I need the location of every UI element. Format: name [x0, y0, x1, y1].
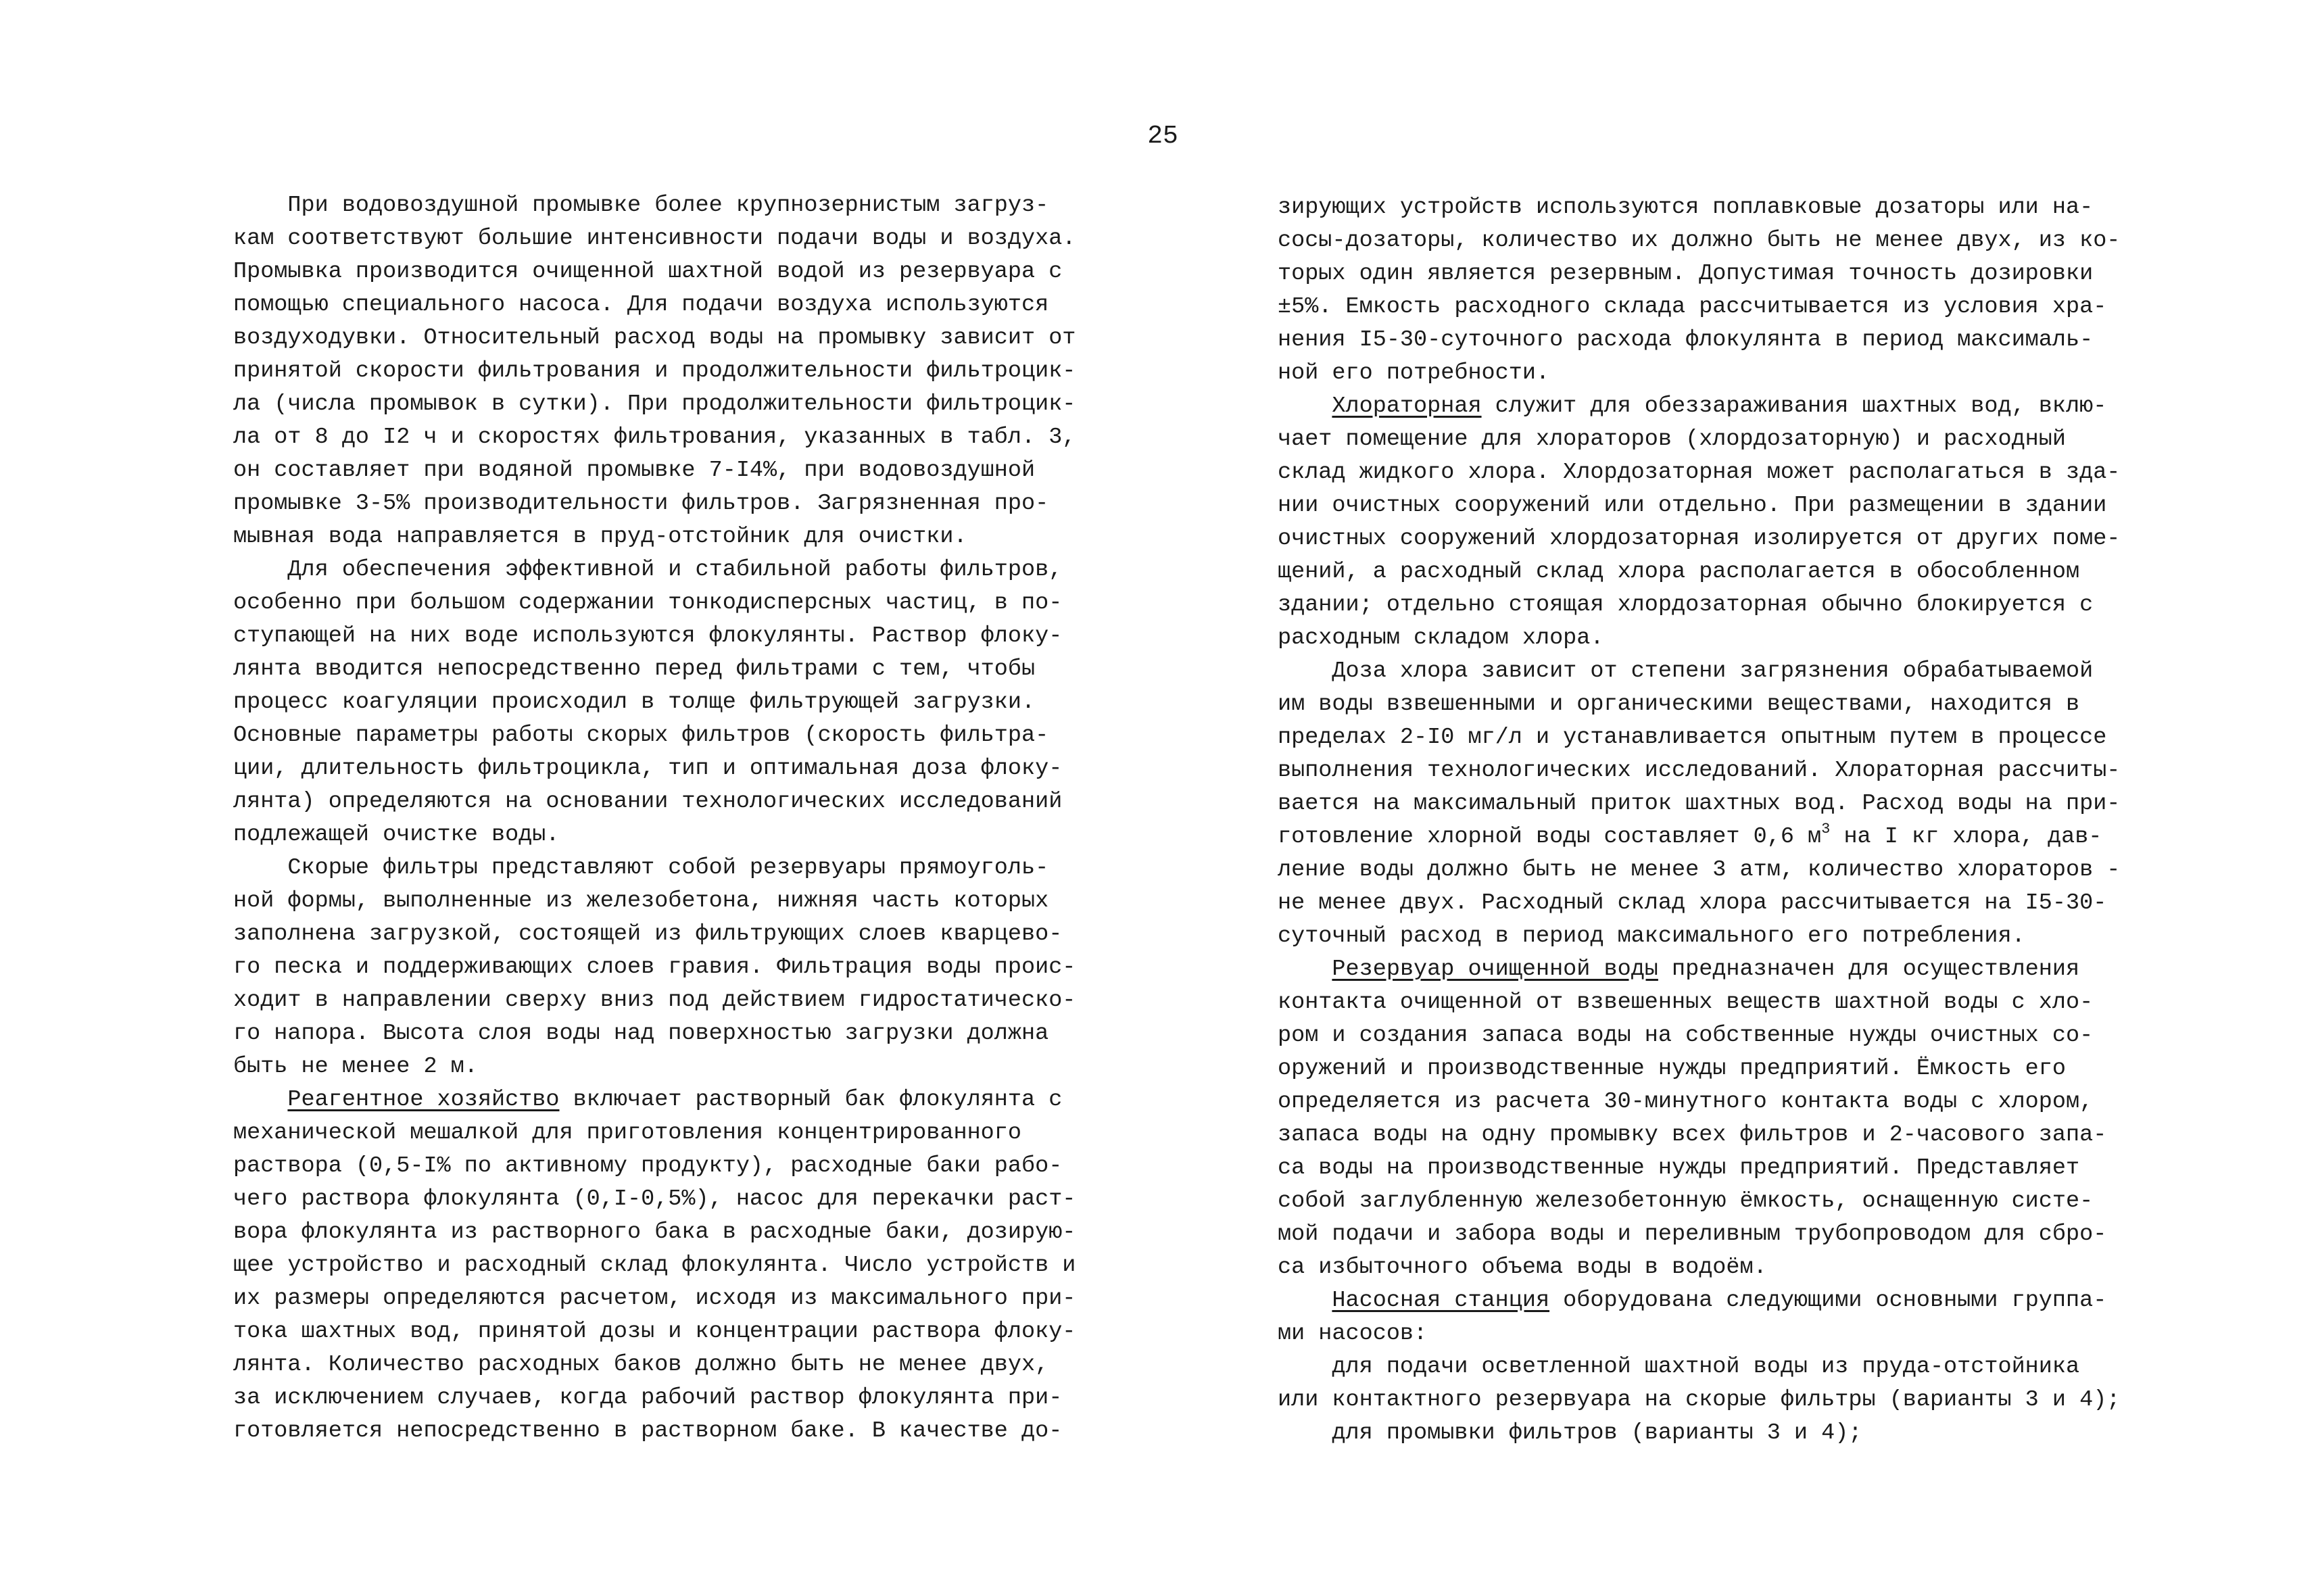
text-line: ми насосов: [1278, 1321, 1428, 1347]
text-line [1278, 821, 2156, 854]
text-line: лянта. Количество расходных баков должно быть не менее двух, [233, 1352, 1049, 1378]
text-line: ступающей на них воде используются флокулянты. Раствор флоку- [233, 623, 1063, 649]
text-line: Промывка производится очищенной шахтной водой из резервуара с [233, 259, 1063, 285]
text-line: контакта очищенной от взвешенных веществ шахтной воды с хло- [1278, 990, 2094, 1015]
text-line: особенно при большом содержании тонкодисперсных частиц, в по- [233, 590, 1063, 616]
text-line: механической мешалкой для приготовления концентрированного [233, 1120, 1021, 1146]
text-line: торых один является резервным. Допустимая точность дозировки [1278, 261, 2094, 287]
text-line: лянта) определяются на основании технологических исследований [233, 789, 1063, 815]
text-line: вора флокулянта из растворного бака в расходные баки, дозирую- [233, 1219, 1076, 1245]
text-line: склад жидкого хлора. Хлордозаторная может располагаться в зда- [1278, 460, 2121, 485]
text-line: за исключением случаев, когда рабочий раствор флокулянта при- [233, 1385, 1063, 1411]
text-line: са избыточного объема воды в водоём. [1278, 1255, 1767, 1280]
text-line: ной его потребности. [1278, 360, 1550, 386]
text-line: мой подачи и забора воды и переливным трубопроводом для сбро- [1278, 1222, 2107, 1247]
text-line: процесс коагуляции происходил в толще фильтрующей загрузки. [233, 690, 1036, 715]
text-line: нения I5-30-суточного расхода флокулянта в период максималь- [1278, 327, 2094, 353]
text-line: ла от 8 до I2 ч и скоростях фильтрования, указанных в табл. 3, [233, 425, 1076, 450]
text-line: го напора. Высота слоя воды над поверхностью загрузки должна [233, 1021, 1049, 1046]
text-line: кам соответствуют большие интенсивности подачи воды и воздуха. [233, 226, 1076, 251]
left-column [233, 189, 1095, 1448]
text-line: щений, а расходный склад хлора располагается в обособленном [1278, 559, 2080, 585]
text-line: пределах 2-I0 мг/л и устанавливается опытным путем в процессе [1278, 725, 2107, 750]
text-fragment: предназначен для осуществления [1658, 957, 2080, 982]
text-line: готовляется непосредственно в растворном баке. В качестве до- [233, 1418, 1063, 1444]
text-line: суточный расход в период максимального его потребления. [1278, 923, 2025, 949]
text-line: оружений и производственные нужды предприятий. Ёмкость его [1278, 1056, 2066, 1082]
text-line: он составляет при водяной промывке 7-I4%, при водовоздушной [233, 458, 1036, 483]
reagent-term-heading: Реагентное хозяйство [287, 1087, 560, 1113]
text-line: подлежащей очистке воды. [233, 822, 560, 848]
superscript: 3 [1821, 821, 1831, 838]
text-line: ной формы, выполненные из железобетона, нижняя часть которых [233, 888, 1049, 914]
text-line: Скорые фильтры представляют собой резервуары прямоуголь- [233, 855, 1049, 881]
text-line: здании; отдельно стоящая хлордозаторная обычно блокируется с [1278, 592, 2094, 618]
text-line: вается на максимальный приток шахтных вод. Расход воды на при- [1278, 791, 2121, 817]
text-fragment: служит для обеззараживания шахтных вод, вклю- [1481, 393, 2107, 419]
text-line: ром и создания запаса воды на собственные нужды очистных со- [1278, 1023, 2094, 1048]
text-line: раствора (0,5-I% по активному продукту), расходные баки рабо- [233, 1153, 1063, 1179]
text-line: ходит в направлении сверху вниз под действием гидростатическо- [233, 988, 1076, 1013]
text-fragment: оборудована следующими основными группа- [1549, 1288, 2107, 1313]
text-line: зирующих устройств используются поплавковые дозаторы или на- [1278, 195, 2094, 220]
chlorinator-term-heading: Хлораторная [1332, 393, 1482, 419]
text-line: Основные параметры работы скорых фильтров (скорость фильтра- [233, 723, 1049, 748]
text-line: промывке 3-5% производительности фильтров. Загрязненная про- [233, 491, 1049, 516]
text-line: их размеры определяются расчетом, исходя из максимального при- [233, 1286, 1076, 1311]
text-line: принятой скорости фильтрования и продолжительности фильтроцик- [233, 358, 1076, 384]
text-line: ±5%. Емкость расходного склада рассчитывается из условия хра- [1278, 294, 2107, 320]
text-line: им воды взвешенными и органическими веществами, находится в [1278, 692, 2080, 717]
text-line: са воды на производственные нужды предприятий. Представляет [1278, 1155, 2080, 1181]
text-line: заполнена загрузкой, состоящей из фильтрующих слоев кварцево- [233, 921, 1063, 947]
text-line: чего раствора флокулянта (0,I-0,5%), насос для перекачки раст- [233, 1186, 1076, 1212]
text-line: чает помещение для хлораторов (хлордозаторную) и расходный [1278, 427, 2066, 452]
text-line [233, 1084, 1095, 1117]
page-number: 25 [1147, 122, 1178, 151]
text-line: мывная вода направляется в пруд-отстойник для очистки. [233, 524, 967, 550]
text-line [1278, 390, 2156, 423]
text-line: для промывки фильтров (варианты 3 и 4); [1278, 1420, 1862, 1446]
text-line: для подачи осветленной шахтной воды из пруда-отстойника [1278, 1354, 2080, 1380]
text-line: воздуходувки. Относительный расход воды на промывку зависит от [233, 325, 1076, 351]
text-line: или контактного резервуара на скорые фильтры (варианты 3 и 4); [1278, 1387, 2121, 1413]
right-column [1278, 191, 2156, 1450]
text-fragment: готовление хлорной воды составляет 0,6 м [1278, 824, 1822, 850]
reservoir-term-heading: Резервуар очищенной воды [1332, 957, 1658, 982]
text-line: определяется из расчета 30-минутного контакта воды с хлором, [1278, 1089, 2094, 1115]
text-line: помощью специального насоса. Для подачи воздуха используются [233, 292, 1049, 318]
text-line: запаса воды на одну промывку всех фильтров и 2-часового запа- [1278, 1122, 2107, 1148]
text-line: сосы-дозаторы, количество их должно быть не менее двух, из ко- [1278, 228, 2121, 253]
text-line: лянта вводится непосредственно перед фильтрами с тем, чтобы [233, 656, 1036, 682]
text-line: го песка и поддерживающих слоев гравия. Фильтрация воды проис- [233, 954, 1076, 980]
text-line: ции, длительность фильтроцикла, тип и оптимальная доза флоку- [233, 756, 1063, 781]
text-line: расходным складом хлора. [1278, 625, 1604, 651]
text-line: При водовоздушной промывке более крупнозернистым загруз- [233, 193, 1049, 218]
text-line: не менее двух. Расходный склад хлора рассчитывается на I5-30- [1278, 890, 2107, 916]
text-line: щее устройство и расходный склад флокулянта. Число устройств и [233, 1253, 1076, 1278]
text-line: выполнения технологических исследований. Хлораторная рассчиты- [1278, 758, 2121, 783]
text-line: очистных сооружений хлордозаторная изолируется от других поме- [1278, 526, 2121, 552]
text-fragment: на I кг хлора, дав- [1830, 824, 2102, 850]
text-line: собой заглубленную железобетонную ёмкость, оснащенную систе- [1278, 1188, 2094, 1214]
text-fragment: включает растворный бак флокулянта с [559, 1087, 1063, 1113]
text-line: ла (числа промывок в сутки). При продолжительности фильтроцик- [233, 391, 1076, 417]
pump-station-term-heading: Насосная станция [1332, 1288, 1550, 1313]
text-line: нии очистных сооружений или отдельно. При размещении в здании [1278, 493, 2107, 518]
text-line: Доза хлора зависит от степени загрязнения обрабатываемой [1278, 658, 2094, 684]
text-line [1278, 1284, 2156, 1317]
text-line: ление воды должно быть не менее 3 атм, количество хлораторов - [1278, 857, 2121, 883]
text-line [1278, 953, 2156, 986]
text-line: Для обеспечения эффективной и стабильной работы фильтров, [233, 557, 1063, 583]
text-line: тока шахтных вод, принятой дозы и концентрации раствора флоку- [233, 1319, 1076, 1345]
text-line: быть не менее 2 м. [233, 1054, 478, 1080]
